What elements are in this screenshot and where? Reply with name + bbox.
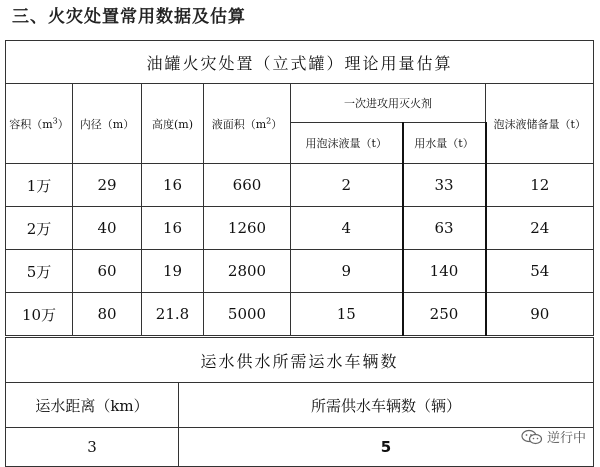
table-row [6, 428, 594, 467]
header-area: 液面积$(m^2)$ [204, 84, 291, 164]
cell-reserve: 24 [486, 207, 594, 250]
cell-area: 5000 [204, 293, 291, 336]
cell-foam: 2 [291, 164, 403, 207]
header-reserve: 泡沫液储备量（t） [486, 84, 594, 164]
cell-diameter: 80 [73, 293, 142, 336]
cell-diameter: 60 [73, 250, 142, 293]
cell-volume: 2万 [6, 207, 73, 250]
cell-distance: 3 [6, 428, 179, 467]
header-height: 高度(m) [142, 84, 204, 164]
cell-area: 1260 [204, 207, 291, 250]
cell-volume: 1万 [6, 164, 73, 207]
cell-height: 16 [142, 207, 204, 250]
cell-reserve: 90 [486, 293, 594, 336]
cell-reserve: 12 [486, 164, 594, 207]
header-foam: 用泡沫液量（t） [291, 123, 403, 164]
cell-volume: 5万 [6, 250, 73, 293]
cell-volume: 10万 [6, 293, 73, 336]
cell-height: 19 [142, 250, 204, 293]
water-transport-table [5, 337, 594, 467]
watermark [521, 427, 586, 446]
header-attack-group: 一次进攻用灭火剂 [291, 84, 486, 123]
cell-foam: 15 [291, 293, 403, 336]
cell-reserve: 54 [486, 250, 594, 293]
cell-area: 2800 [204, 250, 291, 293]
cell-diameter: 40 [73, 207, 142, 250]
section-heading: 三、火灾处置常用数据及估算 [12, 7, 246, 27]
table-row [6, 293, 594, 336]
table-row [6, 164, 594, 207]
table-row [6, 207, 594, 250]
table-title: 运水供水所需运水车辆数 [6, 338, 594, 383]
header-water: 用水量（t） [403, 123, 486, 164]
cell-vehicles: 5 [179, 428, 594, 467]
cell-foam: 4 [291, 207, 403, 250]
header-distance: 运水距离（km） [6, 383, 179, 428]
cell-height: 16 [142, 164, 204, 207]
cell-height: 21.8 [142, 293, 204, 336]
cell-area: 660 [204, 164, 291, 207]
watermark-text: 逆行中 [546, 431, 586, 446]
cell-water: 250 [403, 293, 486, 336]
header-vehicles: 所需供水车辆数（辆） [179, 383, 594, 428]
table-title: 油罐火灾处置（立式罐）理论用量估算 [6, 41, 594, 84]
wechat-icon [521, 429, 543, 445]
header-diameter: 内径（m） [73, 84, 142, 164]
cell-water: 140 [403, 250, 486, 293]
cell-water: 63 [403, 207, 486, 250]
table-row [6, 250, 594, 293]
oil-tank-table [5, 40, 594, 336]
cell-diameter: 29 [73, 164, 142, 207]
header-volume: 容积$(m^3)$ [6, 84, 73, 164]
cell-foam: 9 [291, 250, 403, 293]
cell-water: 33 [403, 164, 486, 207]
